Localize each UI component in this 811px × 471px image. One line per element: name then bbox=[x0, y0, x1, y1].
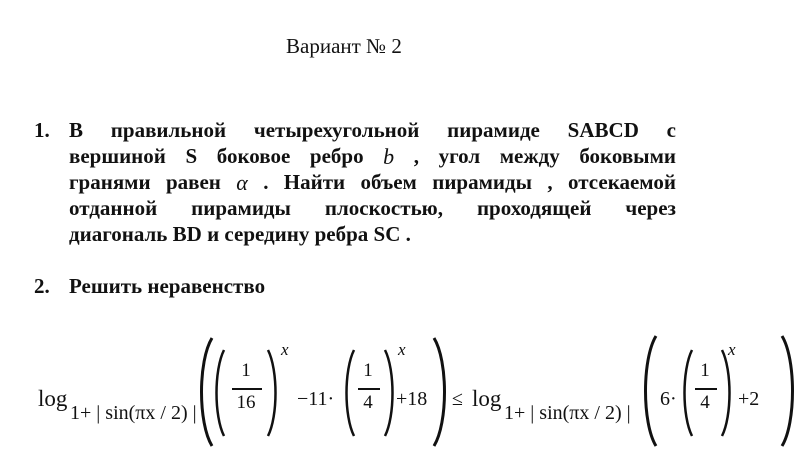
variable-alpha: α bbox=[236, 170, 248, 195]
leq-sign: ≤ bbox=[452, 388, 463, 410]
word: S bbox=[185, 144, 198, 168]
coef-6: 6· bbox=[660, 388, 677, 410]
word: Найти bbox=[283, 170, 346, 194]
word: угол bbox=[438, 144, 481, 168]
frac1-numerator: 1 bbox=[241, 360, 251, 381]
word: вершиной bbox=[69, 144, 166, 168]
exponent-x-2: x bbox=[398, 340, 406, 359]
word: с bbox=[666, 118, 676, 142]
word: диагональ BD и середину ребра SC . bbox=[69, 222, 411, 246]
frac2-denominator: 4 bbox=[363, 392, 373, 413]
paren-close-frac3 bbox=[720, 348, 734, 438]
exponent-x-3: x bbox=[728, 340, 736, 359]
word: четырехугольной bbox=[253, 118, 420, 142]
frac2-bar bbox=[358, 388, 380, 390]
word: отданной bbox=[69, 196, 158, 220]
word: , bbox=[413, 144, 420, 168]
inequality-formula bbox=[0, 330, 811, 470]
word: . bbox=[263, 170, 269, 194]
paren-close-frac1 bbox=[266, 348, 280, 438]
minus-11: −11· bbox=[297, 388, 335, 410]
word: между bbox=[499, 144, 560, 168]
problem-1-line-5 bbox=[69, 222, 411, 247]
word: ребро bbox=[309, 144, 364, 168]
plus-2: +2 bbox=[738, 388, 760, 410]
word: SABCD bbox=[567, 118, 639, 142]
page-title: Вариант № 2 bbox=[286, 34, 402, 58]
problem-1-line-4 bbox=[69, 196, 676, 221]
log-left: log bbox=[38, 386, 68, 411]
frac2-numerator: 1 bbox=[363, 360, 373, 381]
word: боковое bbox=[216, 144, 291, 168]
word: правильной bbox=[110, 118, 227, 142]
word: отсекаемой bbox=[568, 170, 676, 194]
paren-open-outer-right bbox=[640, 334, 658, 448]
word: В bbox=[69, 118, 84, 142]
paren-close-outer-right bbox=[780, 334, 798, 448]
exponent-x-1: x bbox=[281, 340, 289, 359]
log-base-left: 1+ | sin(πx / 2) | bbox=[70, 402, 197, 424]
word: через bbox=[625, 196, 676, 220]
word: проходящей bbox=[476, 196, 592, 220]
word: равен bbox=[165, 170, 221, 194]
frac1-denominator: 16 bbox=[236, 392, 256, 413]
word: гранями bbox=[69, 170, 151, 194]
problem-1-line-3 bbox=[69, 170, 676, 196]
word: пирамиды bbox=[432, 170, 533, 194]
word: пирамиде bbox=[447, 118, 540, 142]
paren-close-frac2 bbox=[383, 348, 397, 438]
plus-18: +18 bbox=[396, 388, 428, 410]
variable-b: b bbox=[383, 144, 395, 169]
paren-open-frac1 bbox=[212, 348, 226, 438]
word: боковыми bbox=[579, 144, 676, 168]
paren-open-frac3 bbox=[680, 348, 694, 438]
problem-2-number: 2. bbox=[34, 274, 50, 298]
log-base-right: 1+ | sin(πx / 2) | bbox=[504, 402, 631, 424]
log-right: log bbox=[472, 386, 502, 411]
problem-1-number: 1. bbox=[34, 118, 50, 142]
word: объем bbox=[360, 170, 417, 194]
frac3-denominator: 4 bbox=[700, 392, 710, 413]
problem-1-line-2 bbox=[69, 144, 676, 170]
word: плоскостью, bbox=[324, 196, 443, 220]
word: пирамиды bbox=[191, 196, 291, 220]
problem-2-heading: Решить неравенство bbox=[69, 274, 266, 298]
paren-close-outer-left bbox=[432, 336, 450, 448]
frac3-bar bbox=[695, 388, 717, 390]
paren-open-frac2 bbox=[342, 348, 356, 438]
word: , bbox=[547, 170, 553, 194]
problem-1-line-1 bbox=[69, 118, 676, 143]
frac1-bar bbox=[232, 388, 262, 390]
frac3-numerator: 1 bbox=[700, 360, 710, 381]
